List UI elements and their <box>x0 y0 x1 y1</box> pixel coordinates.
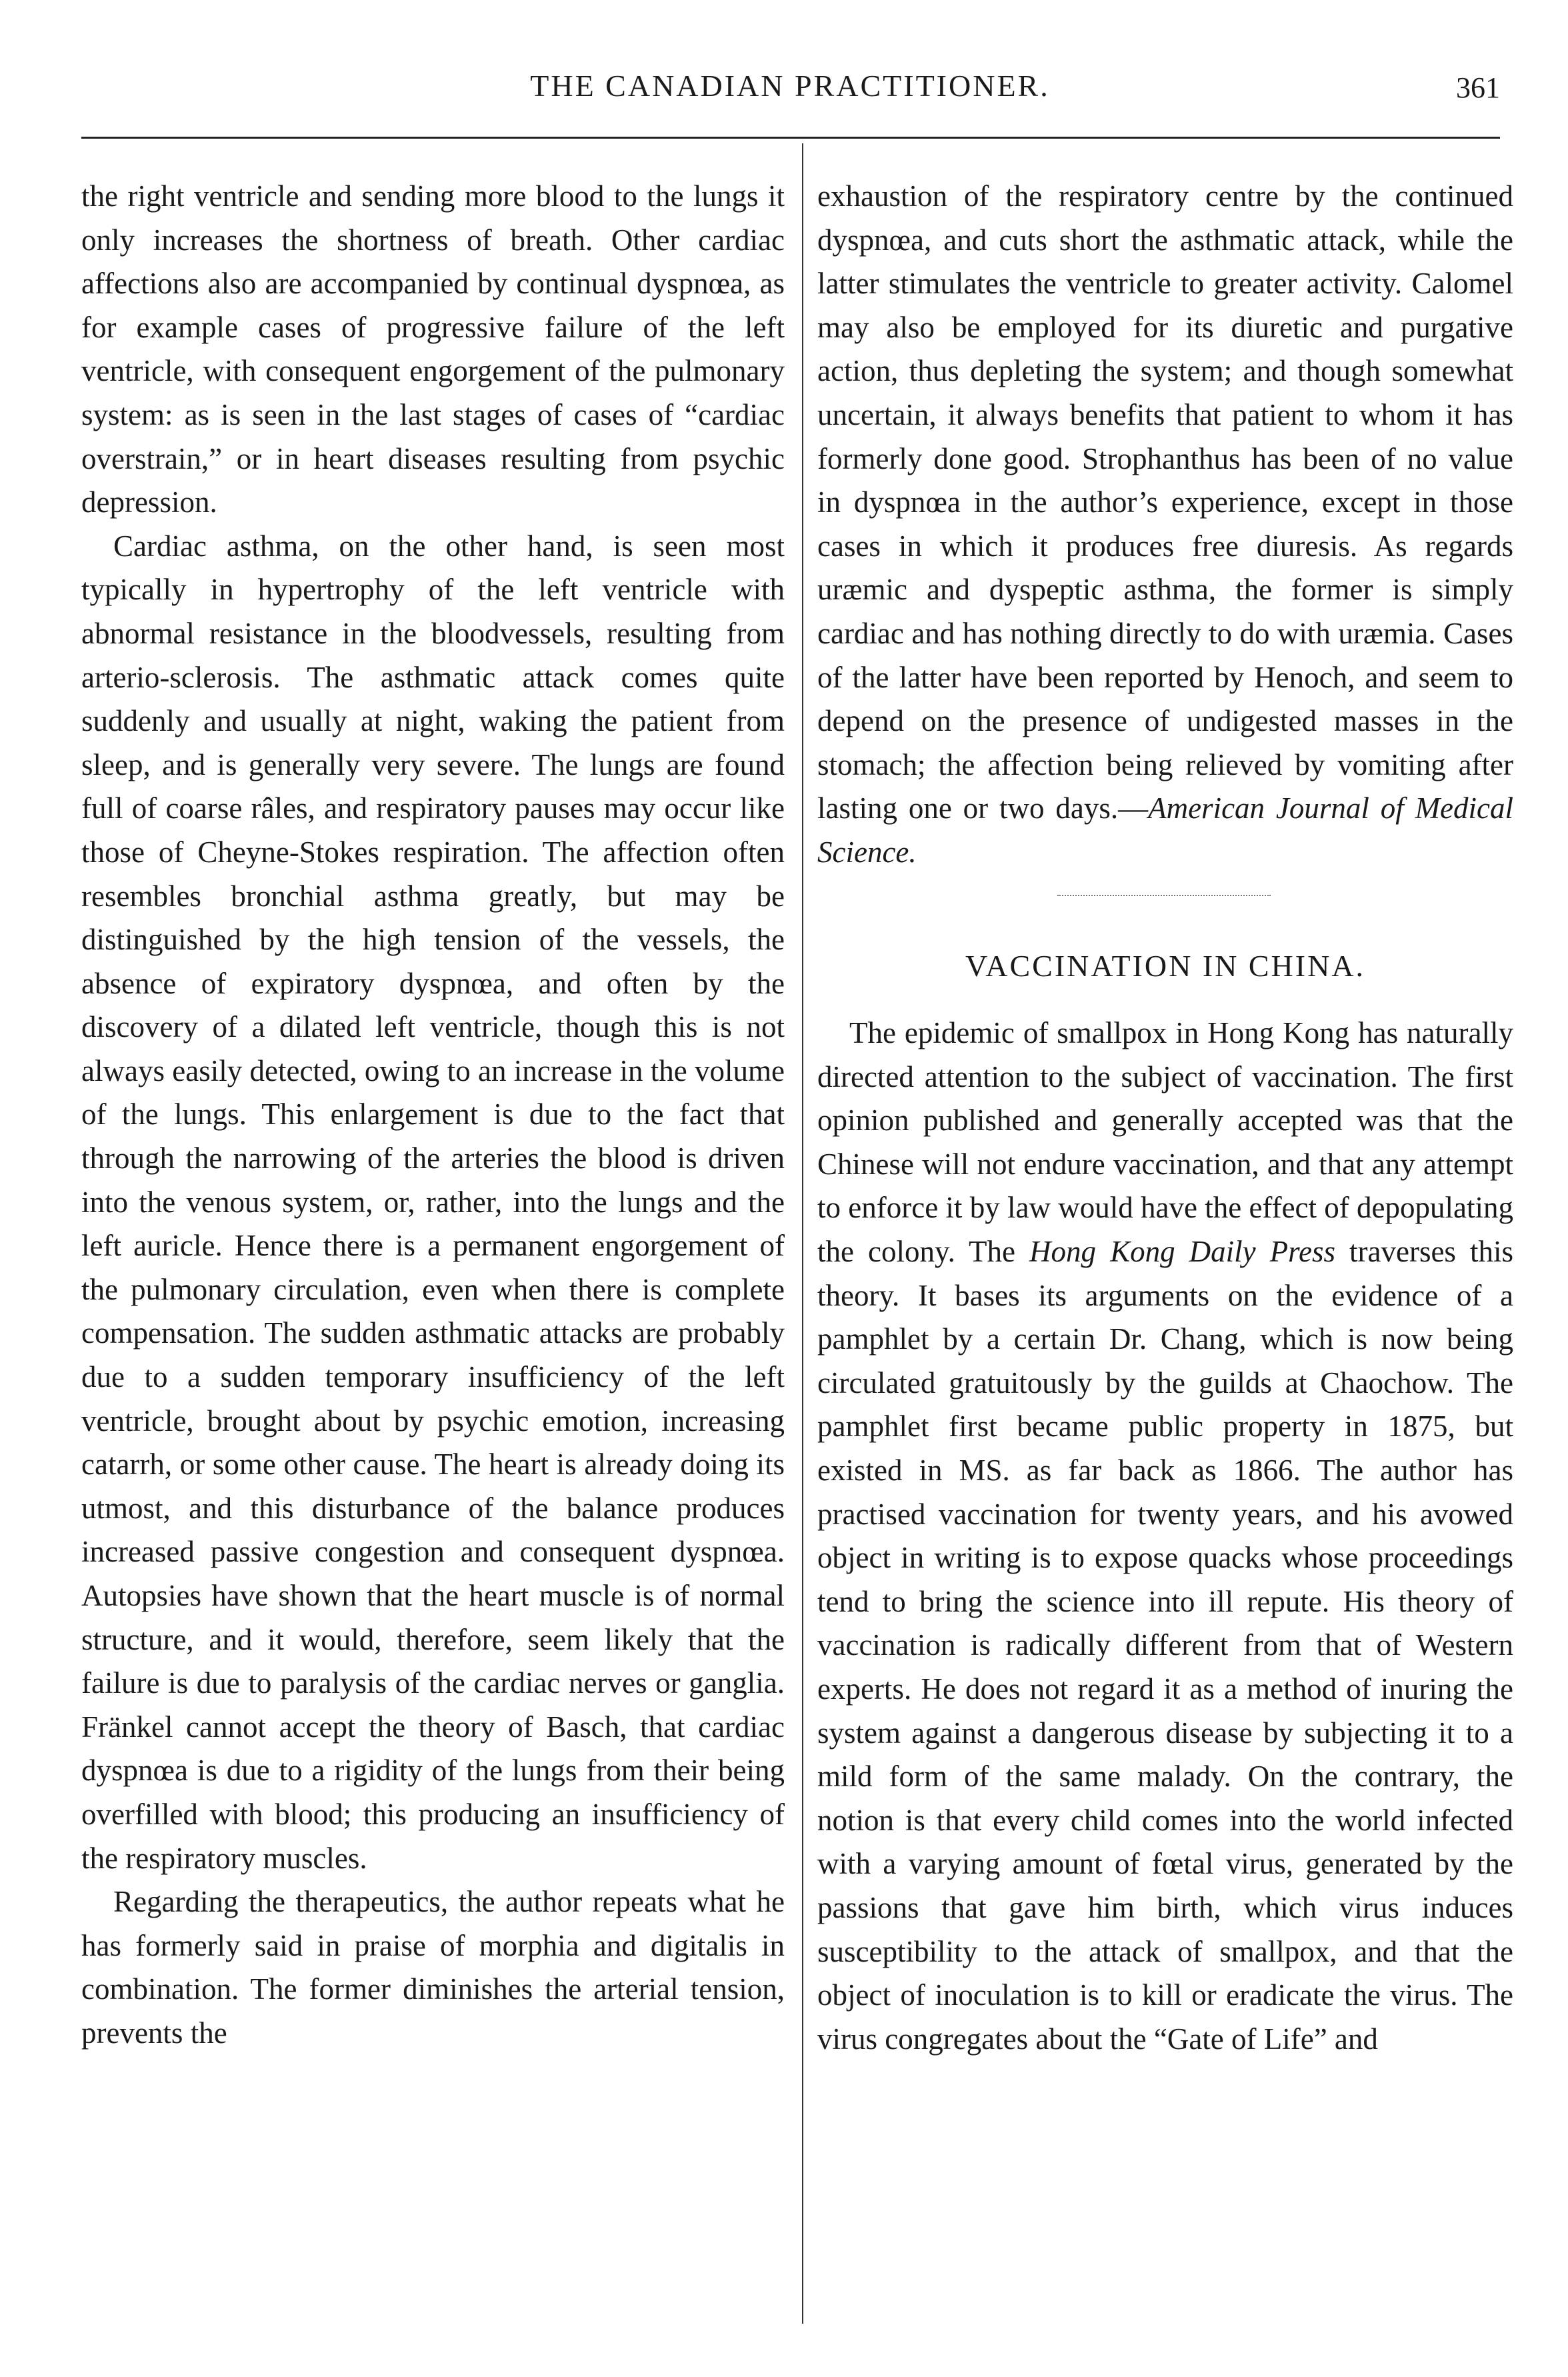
paragraph-therapeutics: Regarding the therapeutics, the author repeats what he has formerly said in praise of morphia and digitalis in combination. The former diminishes the arterial tension, prevents the <box>81 1885 785 2050</box>
newspaper-title: Hong Kong Daily Press <box>1029 1235 1335 1269</box>
section-separator <box>817 875 1513 944</box>
separator-dots <box>1057 895 1271 897</box>
paragraph-vaccination <box>817 1011 1513 2061</box>
paragraph-continued: the right ventricle and sending more blood to the lungs it only increases the shortness of breath. Other cardiac affections also are accompanied by continual dyspnœa, as for example cases of progressive failure of the left ventricle, with consequent engorgement of the pulmonary system: as is seen in the last stages of cases of “cardiac overstrain,” or in heart diseases resulting from psychic depression. <box>81 179 785 519</box>
running-head <box>80 61 1500 115</box>
paragraph-text-start: The epidemic of smallpox in Hong Kong has naturally directed attention to the subject of vaccination. The first opinion published and generally accepted was that the Chinese will not endure vaccination, and that any attempt to enforce it by law would have the effect of depopulating the colony. The <box>817 1016 1513 1269</box>
header-rule <box>81 137 1500 139</box>
paragraph-cardiac-asthma: Cardiac asthma, on the other hand, is seen most typically in hypertrophy of the left ventricle with abnormal resistance in the bloodvessels, resulting from arterio-sclerosis. The asthmatic attack comes quite suddenly and usually at night, waking the patient from sleep, and is generally very severe. The lungs are found full of coarse râles, and respiratory pauses may occur like those of Cheyne-Stokes respiration. The affection often resembles bronchial asthma greatly, but may be distinguished by the high tension of the vessels, the absence of expiratory dyspnœa, and often by the discovery of a dilated left ventricle, though this is not always easily detected, owing to an increase in the volume of the lungs. This enlargement is due to the fact that through the narrowing of the arteries the blood is driven into the venous system, or, rather, into the lungs and the left auricle. Hence there is a permanent engorgement of the pulmonary circulation, even when there is complete compensation. The sudden asthmatic attacks are probably due to a sudden temporary insufficiency of the left ventricle, brought about by psychic emotion, increasing catarrh, or some other cause. The heart is already doing its utmost, and this disturbance of the balance produces increased passive congestion and consequent dyspnœa. Autopsies have shown that the heart muscle is of normal structure, and it would, therefore, seem likely that the failure is due to paralysis of the cardiac nerves or ganglia. Fränkel cannot accept the theory of Basch, that cardiac dyspnœa is due to a rigidity of the lungs from their being overfilled with blood; this producing an insufficiency of the respiratory muscles. <box>81 529 785 1875</box>
paragraph-text: exhaustion of the respiratory centre by the continued dyspnœa, and cuts short the asthmatic attack, while the latter stimulates the ventricle to greater activity. Calomel may also be employed for its diuretic and purgative action, thus depleting the system; and though somewhat uncertain, it always benefits that patient to whom it has formerly done good. Strophanthus has been of no value in dyspnœa in the author’s experience, except in those cases in which it produces free diuresis. As regards uræmic and dyspeptic asthma, the former is simply cardiac and has nothing directly to do with uræmia. Cases of the latter have been reported by Henoch, and seem to depend on the presence of undigested masses in the stomach; the affection being relieved by vomiting after lasting one or two days.— <box>817 179 1513 825</box>
right-column <box>817 175 1513 2061</box>
column-divider <box>802 143 803 2324</box>
source-citation: American Journal of Medical Science. <box>817 791 1514 869</box>
running-title: THE CANADIAN PRACTITIONER. <box>530 69 1050 103</box>
section-title: VACCINATION IN CHINA. <box>965 948 1366 983</box>
page-number: 361 <box>1456 71 1500 104</box>
paragraph-continued-right <box>817 175 1513 875</box>
paragraph-text-end: traverses this theory. It bases its arguments on the evidence of a pamphlet by a certain Dr. Chang, which is now being circulated gratuitously by the guilds at Chaochow. The pamphlet first became public property in 1875, but existed in MS. as far back as 1866. The author has practised vaccination for twenty years, and his avowed object in writing is to expose quacks whose proceedings tend to bring the science into ill repute. His theory of vaccination is radically different from that of Western experts. He does not regard it as a method of inuring the system against a dangerous disease by subjecting it to a mild form of the same malady. On the contrary, the notion is that every child comes into the world infected with a varying amount of fœtal virus, generated by the passions that gave him birth, which virus induces susceptibility to the attack of smallpox, and that the object of inoculation is to kill or eradicate the virus. The virus congregates about the “Gate of Life” and <box>817 1235 1513 2056</box>
left-column <box>81 175 785 2056</box>
